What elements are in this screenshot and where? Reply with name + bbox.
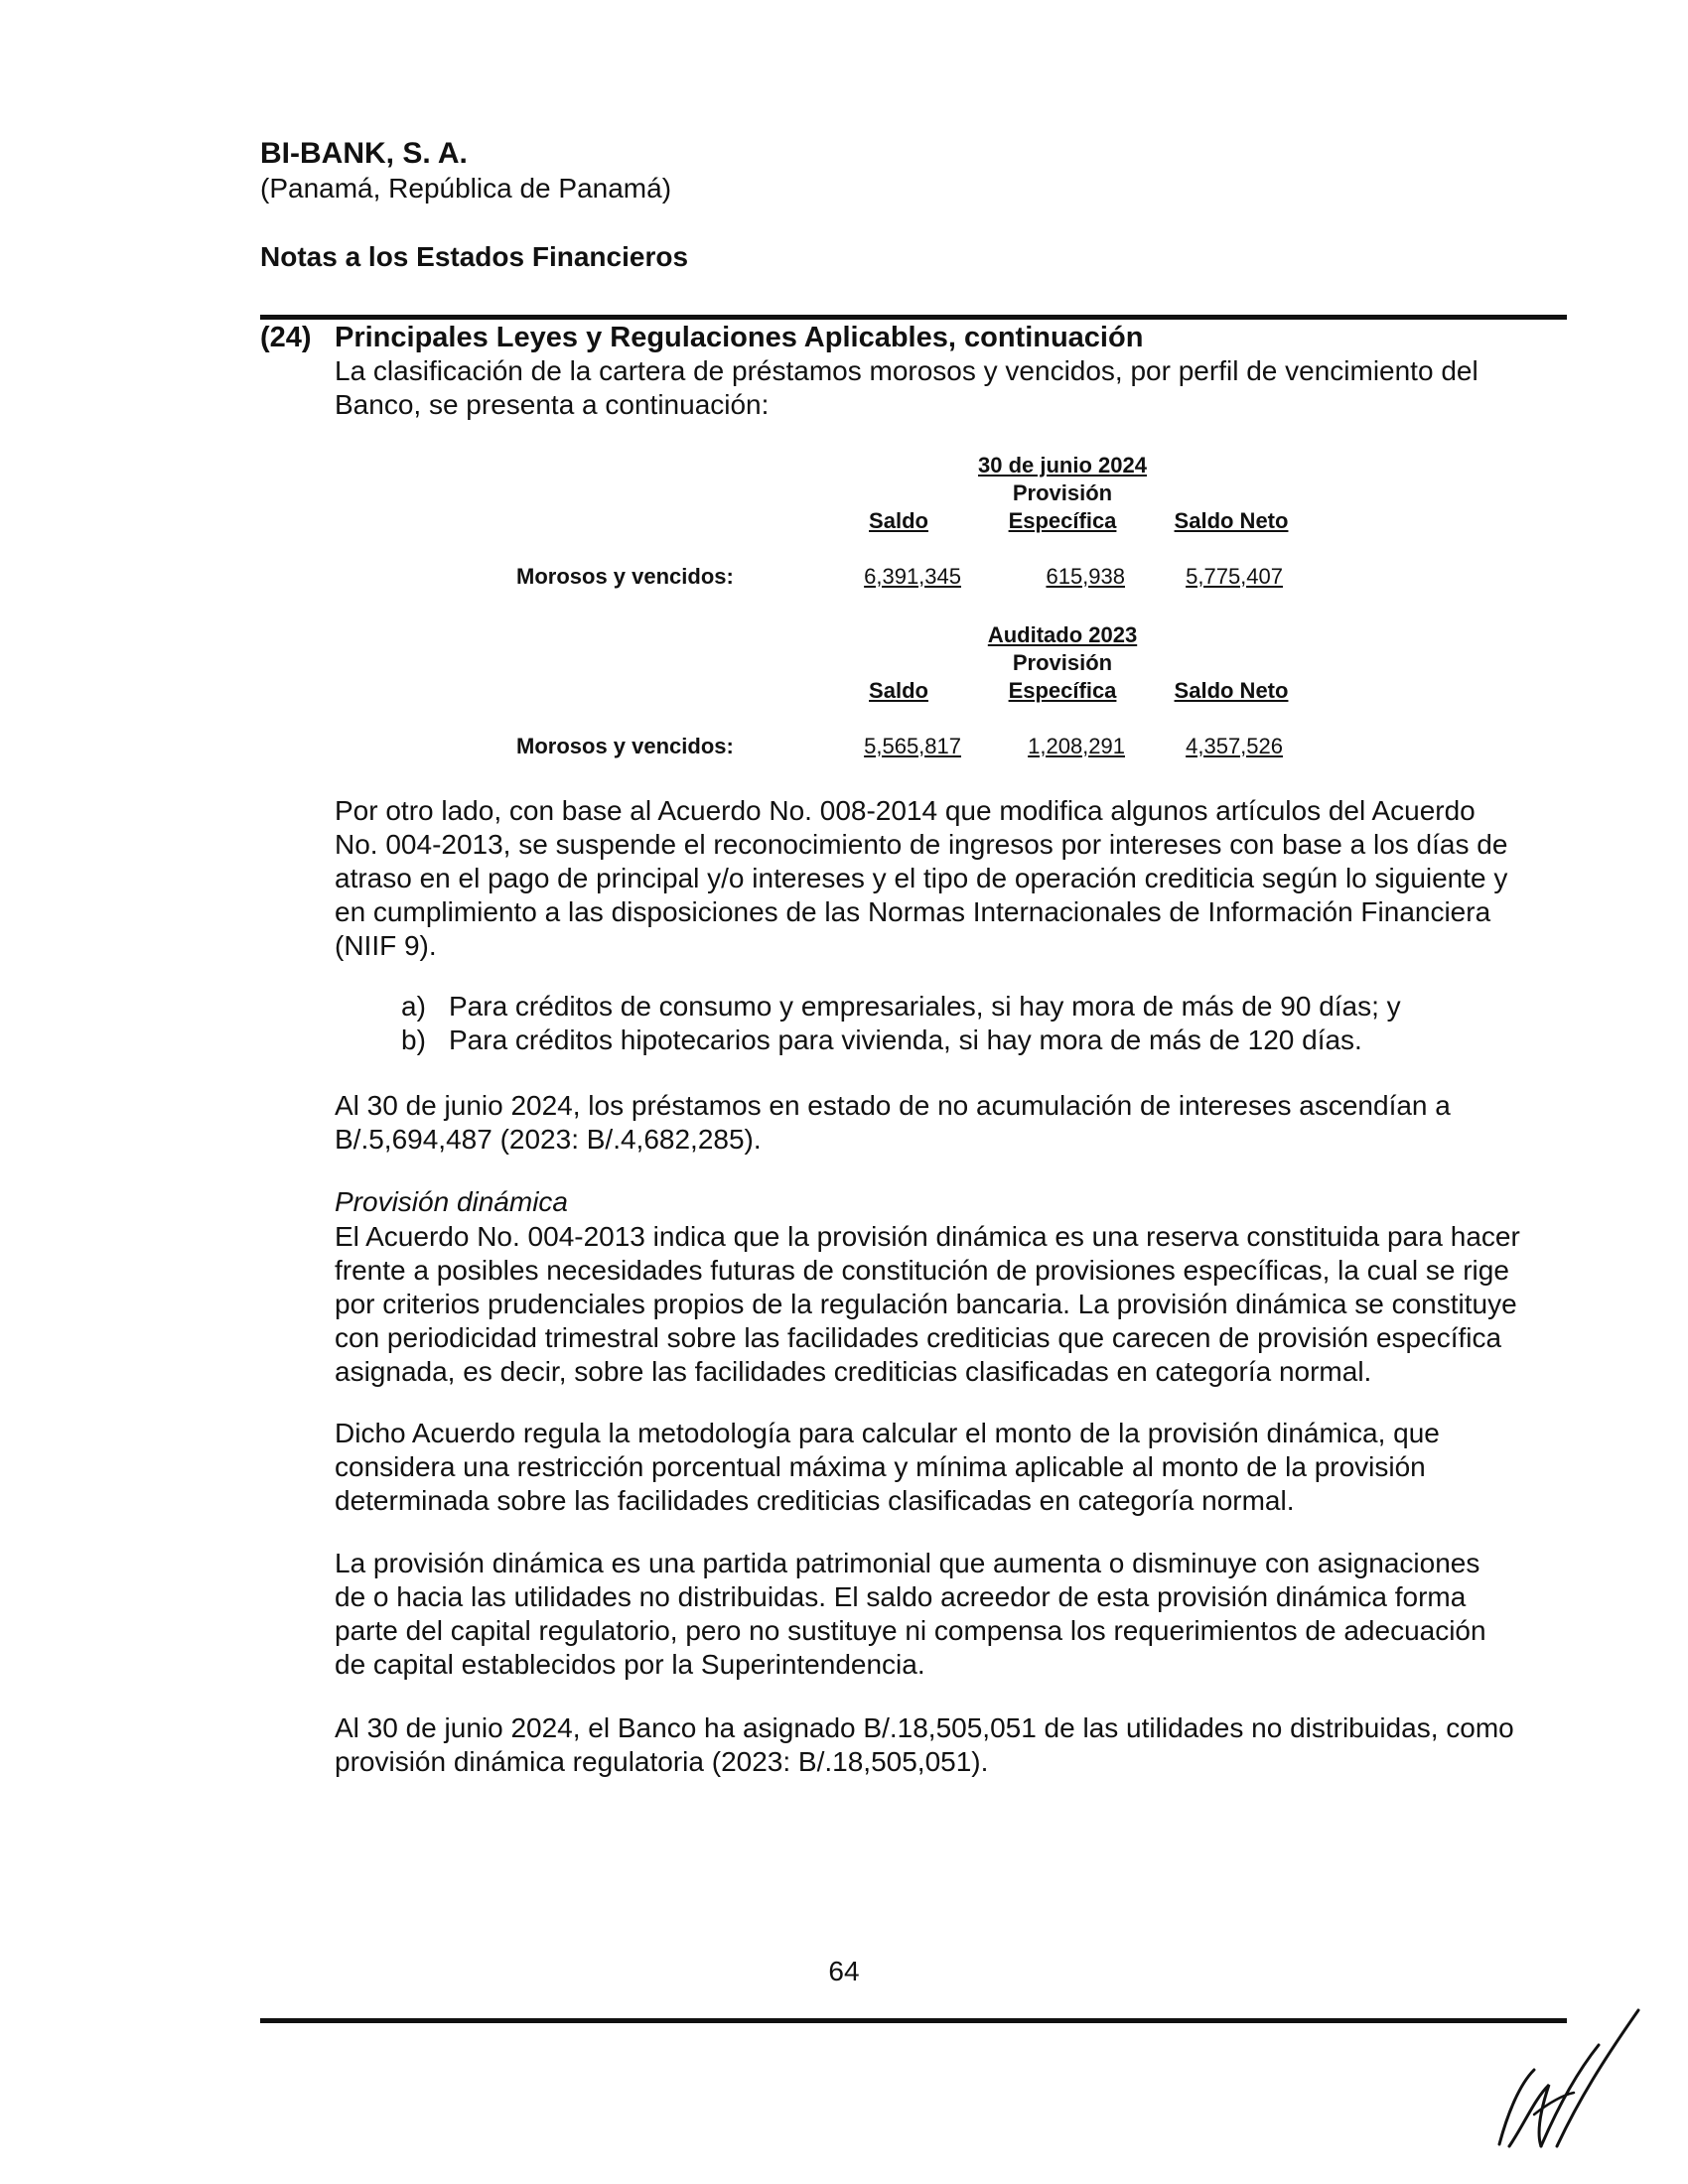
- paragraph-line: Al 30 de junio 2024, el Banco ha asignado B/.18,505,051 de las utilidades no distribuidas, como: [335, 1712, 1514, 1743]
- paragraph-methodology: [335, 1417, 1567, 1518]
- paragraph-line: considera una restricción porcentual máxima y mínima aplicable al monto de la provisión: [335, 1451, 1426, 1482]
- paragraph-line: con periodicidad trimestral sobre las facilidades crediticias que carecen de provisión específica: [335, 1322, 1502, 1353]
- paragraph-line: parte del capital regulatorio, pero no sustituye ni compensa los requerimientos de adecuación: [335, 1615, 1486, 1646]
- paragraph-line: por criterios prudenciales propios de la regulación bancaria. La provisión dinámica se constituye: [335, 1289, 1517, 1319]
- paragraph-line: No. 004-2013, se suspende el reconocimiento de ingresos por intereses con base a los días de: [335, 829, 1508, 860]
- table-2023-row-label: Morosos y vencidos:: [516, 734, 734, 758]
- table-2024-period: 30 de junio 2024: [978, 453, 1147, 478]
- paragraph-line: El Acuerdo No. 004-2013 indica que la provisión dinámica es una reserva constituida para hacer: [335, 1221, 1520, 1252]
- paragraph-allocated-amount: [335, 1711, 1567, 1779]
- table-2024-provision-header-bottom: Específica: [1008, 508, 1117, 533]
- table-2024-saldo-header: Saldo: [869, 508, 928, 533]
- header-rule: [260, 315, 1567, 320]
- paragraph-line: atraso en el pago de principal y/o intereses y el tipo de operación crediticia según lo siguiente y: [335, 863, 1508, 893]
- paragraph-line: en cumplimiento a las disposiciones de las Normas Internacionales de Información Financiera: [335, 896, 1491, 927]
- intro-line: La clasificación de la cartera de préstamos morosos y vencidos, por perfil de vencimiento del: [335, 355, 1478, 386]
- table-2023-neto-header: Saldo Neto: [1174, 678, 1289, 703]
- company-name: BI-BANK, S. A.: [260, 137, 468, 170]
- table-2024-provision-value: 615,938: [1046, 564, 1125, 589]
- intro-line: Banco, se presenta a continuación:: [335, 389, 770, 420]
- notes-title: Notas a los Estados Financieros: [260, 241, 689, 272]
- page-number: 64: [828, 1956, 860, 1986]
- paragraph-line: frente a posibles necesidades futuras de constitución de provisiones específicas, la cual se rige: [335, 1255, 1509, 1286]
- paragraph-line: de capital establecidos por la Superintendencia.: [335, 1649, 925, 1680]
- table-2023-provision-header-top: Provisión: [1012, 650, 1113, 675]
- table-2023-period: Auditado 2023: [987, 622, 1138, 647]
- table-2023-provision-value: 1,208,291: [1028, 734, 1125, 758]
- table-2024-saldo-value: 6,391,345: [864, 564, 961, 589]
- table-2024-neto-value: 5,775,407: [1186, 564, 1283, 589]
- paragraph-line: La provisión dinámica es una partida patrimonial que aumenta o disminuye con asignaciones: [335, 1548, 1480, 1578]
- table-2023-neto-value: 4,357,526: [1186, 734, 1283, 758]
- paragraph-dynamic-provision-definition: [335, 1220, 1567, 1389]
- paragraph-line: (NIIF 9).: [335, 930, 437, 961]
- paragraph-line: de o hacia las utilidades no distribuidas. El saldo acreedor de esta provisión dinámica forma: [335, 1581, 1467, 1612]
- paragraph-non-accrual: [335, 1089, 1567, 1157]
- footer-rule: [260, 2018, 1567, 2023]
- paragraph-line: Dicho Acuerdo regula la metodología para calcular el monto de la provisión dinámica, que: [335, 1418, 1440, 1448]
- paragraph-line: provisión dinámica regulatoria (2023: B/.18,505,051).: [335, 1746, 989, 1777]
- list-marker: b): [401, 1024, 426, 1055]
- table-2023-provision-header-bottom: Específica: [1008, 678, 1117, 703]
- paragraph-interest-suspension: [335, 794, 1567, 963]
- table-2024-neto-header: Saldo Neto: [1174, 508, 1289, 533]
- signature-icon: [1479, 1976, 1658, 2164]
- section-number: (24): [260, 322, 312, 353]
- table-2024-provision-header-top: Provisión: [1012, 480, 1113, 505]
- paragraph-line: asignada, es decir, sobre las facilidades crediticias clasificadas en categoría normal.: [335, 1356, 1372, 1387]
- table-2023-saldo-value: 5,565,817: [864, 734, 961, 758]
- list-item-text: Para créditos de consumo y empresariales, si hay mora de más de 90 días; y: [449, 991, 1401, 1022]
- paragraph-equity-item: [335, 1547, 1567, 1682]
- section-title: Principales Leyes y Regulaciones Aplicables, continuación: [335, 322, 1144, 353]
- table-2024-row-label: Morosos y vencidos:: [516, 564, 734, 589]
- paragraph-line: Por otro lado, con base al Acuerdo No. 008-2014 que modifica algunos artículos del Acuerdo: [335, 795, 1476, 826]
- subheading-dynamic-provision: Provisión dinámica: [335, 1186, 568, 1217]
- paragraph-line: Al 30 de junio 2024, los préstamos en estado de no acumulación de intereses ascendían a: [335, 1090, 1451, 1121]
- intro-paragraph: [335, 354, 1567, 422]
- company-location: (Panamá, República de Panamá): [260, 173, 672, 204]
- paragraph-line: B/.5,694,487 (2023: B/.4,682,285).: [335, 1124, 762, 1155]
- list-marker: a): [401, 991, 426, 1022]
- paragraph-line: determinada sobre las facilidades crediticias clasificadas en categoría normal.: [335, 1485, 1295, 1516]
- table-2023-saldo-header: Saldo: [869, 678, 928, 703]
- list-item-text: Para créditos hipotecarios para vivienda, si hay mora de más de 120 días.: [449, 1024, 1362, 1055]
